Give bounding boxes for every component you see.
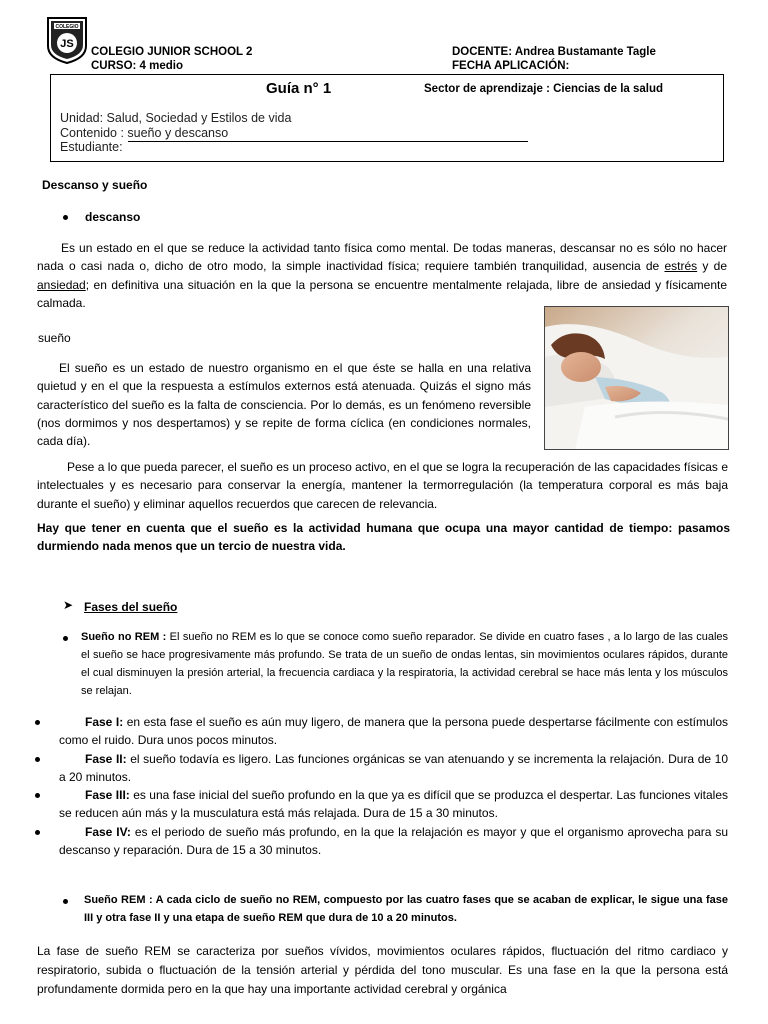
fases-list [35, 713, 728, 859]
fases-title: Fases del sueño [84, 600, 178, 614]
rem-item: Sueño REM : A cada ciclo de sueño no REM, compuesto por las cuatro fases que se acaban de explicar, le sigue una fase III y otra fase II y una etapa de sueño REM que dura de 10 a 20 minutos. [84, 894, 728, 924]
sueno-heading: sueño [38, 331, 71, 345]
rem-paragraph: La fase de sueño REM se caracteriza por sueños vívidos, movimientos oculares rápidos, fluctuación del ritmo cardiaco y respiratorio, subida o fluctuación de la tensión arterial y pérdida del tono muscular. Es una fase en la que la persona está profundamente dormida pero en la que hay una importante actividad cerebral y orgánica [37, 944, 728, 996]
bullet-icon [35, 757, 40, 762]
course: CURSO: 4 medio [91, 60, 184, 72]
sleeping-woman-image [544, 306, 729, 450]
unit-line: Unidad: Salud, Sociedad y Estilos de vida [60, 111, 292, 125]
descanso-heading: descanso [85, 210, 141, 224]
logo-top-text: COLEGIO [55, 24, 79, 30]
bullet-icon [35, 830, 40, 835]
no-rem-item: Sueño no REM : El sueño no REM es lo que se conoce como sueño reparador. Se divide en cuatro fases , a lo largo de las cuales el sueño se hace progresivamente más profundo. Se trata de un sueño de ondas lentas, sin movimientos oculares rápidos, durante el cual disminuyen la presión arterial, la frecuencia cardiaca y la respiratoria, la actividad cerebral se hace más lenta y los músculos se relajan. [81, 631, 729, 697]
fase-item: Fase II: el sueño todavía es ligero. Las funciones orgánicas se van atenuando y se incrementa la relajación. Dura de 10 a 20 minutos. [35, 750, 728, 787]
logo-text: JS [60, 38, 74, 50]
bullet-icon [63, 899, 68, 904]
estres-link[interactable]: estrés [664, 259, 698, 274]
learning-sector: Sector de aprendizaje : Ciencias de la salud [424, 83, 664, 95]
sueno-paragraph-1: El sueño es un estado de nuestro organismo en el que éste se halla en una relativa quietud y en el que la respuesta a estímulos externos está atenuada. Quizás el signo más característico del sueño es la falta de consciencia. Por lo demás, es un fenómeno reversible (nos dormimos y nos despertamos) y se repite de forma cíclica (en condiciones normales, cada día). [37, 361, 531, 449]
teacher: DOCENTE: Andrea Bustamante Tagle [452, 46, 656, 58]
fase-item: Fase III: es una fase inicial del sueño profundo en la que ya es difícil que se produzca el despertar. Las funciones vitales se reducen aún más y la musculatura está más relajada. Dura de 15 a 30 minutos. [35, 786, 728, 823]
content-line: Contenido : sueño y descanso [60, 126, 229, 140]
arrow-icon: ➤ [63, 598, 74, 612]
rem-label: Sueño REM : [84, 894, 153, 906]
student-name-line [128, 141, 528, 142]
bullet-icon [35, 720, 40, 725]
section-title: Descanso y sueño [42, 178, 148, 192]
highlight-paragraph: Hay que tener en cuenta que el sueño es la actividad humana que ocupa una mayor cantidad de tiempo: pasamos durmiendo nada menos que un tercio de nuestra vida. [37, 521, 730, 554]
ansiedad-link[interactable]: ansiedad [37, 277, 86, 292]
fase-item: Fase IV: es el periodo de sueño más profundo, en la que la relajación es mayor y que el organismo aprovecha para su descanso y reparación. Dura de 15 a 30 minutos. [35, 823, 728, 860]
descanso-paragraph: Es un estado en el que se reduce la actividad tanto física como mental. De todas maneras, descansar no es sólo no hacer nada o casi nada o, dicho de otro modo, la simple inactividad física; requiere también tranquilidad, ausencia de estrés y de ansiedad; en definitiva una situación en la que la persona se encuentre mentalmente relajada, libre de ansiedad y físicamente calmada. [37, 241, 727, 310]
fase-item: Fase I: en esta fase el sueño es aún muy ligero, de manera que la persona puede despertarse fácilmente con estímulos como el ruido. Dura unos pocos minutos. [35, 713, 728, 750]
guide-title: Guía n° 1 [266, 80, 332, 97]
school-logo [46, 16, 88, 64]
no-rem-label: Sueño no REM : [81, 631, 167, 643]
bullet-icon [63, 636, 68, 641]
application-date: FECHA APLICACIÓN: [452, 60, 570, 72]
bullet-icon [63, 215, 68, 220]
student-label: Estudiante: [60, 140, 123, 154]
sueno-paragraph-2: Pese a lo que pueda parecer, el sueño es un proceso activo, en el que se logra la recuperación de las capacidades físicas e intelectuales y es necesario para conservar la energía, mantener la termorregulación (la temperatura corporal es más baja durante el sueño) y eliminar aquellos recuerdos que carecen de relevancia. [37, 460, 728, 511]
school-name: COLEGIO JUNIOR SCHOOL 2 [91, 46, 253, 58]
